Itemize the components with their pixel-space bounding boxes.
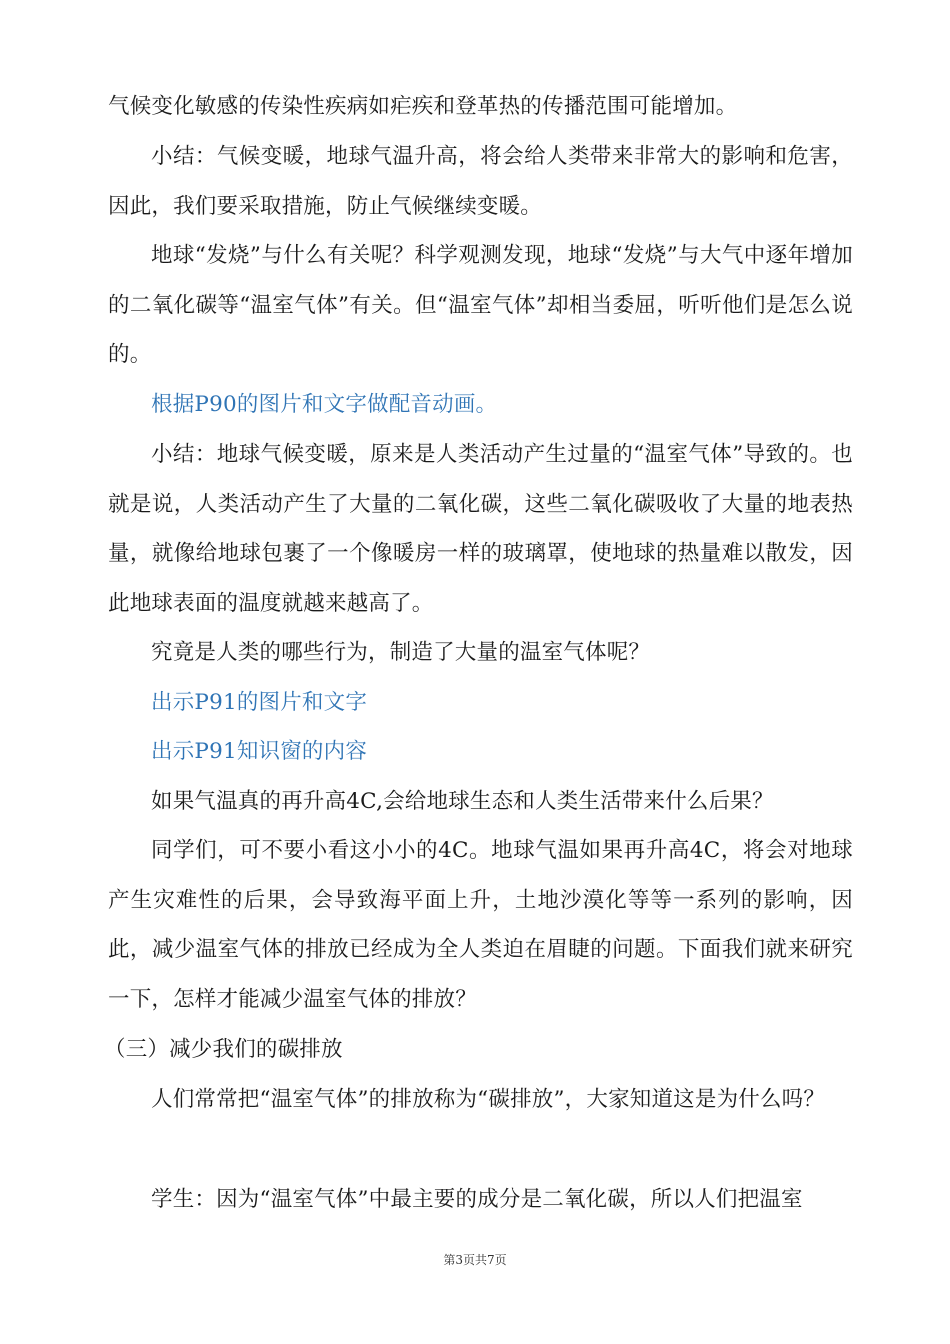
paragraph-summary-warming: 小结：气候变暖，地球气温升高，将会给人类带来非常大的影响和危害，因此，我们要采取措施，防止气候继续变暖。 [108, 144, 853, 219]
page-number-footer: 第3页共7页 [443, 1253, 507, 1267]
paragraph-summary-greenhouse: 小结：地球气候变暖，原来是人类活动产生过量的“温室气体”导致的。也就是说，人类活动产生了大量的二氧化碳，这些二氧化碳吸收了大量的地表热量，就像给地球包裹了一个像暖房一样的玻璃罩，使地球的热量难以散发，因此地球表面的温度就越来越高了。 [108, 442, 853, 616]
paragraph-disease-spread: 气候变化敏感的传染性疾病如疟疾和登革热的传播范围可能增加。 [108, 94, 738, 119]
paragraph-instruction-p90: 根据P90的图片和文字做配音动画。 [151, 392, 498, 417]
paragraph-earth-fever: 地球“发烧”与什么有关呢？科学观测发现，地球“发烧”与大气中逐年增加的二氧化碳等“温室气体”有关。但“温室气体”却相当委屈，听听他们是怎么说的。 [108, 243, 853, 367]
paragraph-instruction-p91-knowledge: 出示P91知识窗的内容 [151, 739, 368, 764]
paragraph-question-4c: 如果气温真的再升高4C,会给地球生态和人类生活带来什么后果？ [151, 789, 774, 814]
paragraph-consequences: 同学们，可不要小看这小小的4C。地球气温如果再升高4C，将会对地球产生灾难性的后果，会导致海平面上升，土地沙漠化等等一系列的影响，因此，减少温室气体的排放已经成为全人类迫在眉睫的问题。下面我们就来研究一下，怎样才能减少温室气体的排放？ [108, 838, 853, 1012]
paragraph-question-behaviors: 究竟是人类的哪些行为，制造了大量的温室气体呢？ [151, 640, 651, 665]
paragraph-instruction-p91-pictures: 出示P91的图片和文字 [151, 690, 368, 715]
section-heading-reduce-carbon: （三）减少我们的碳排放 [104, 1037, 343, 1062]
paragraph-carbon-emission-question: 人们常常把“温室气体”的排放称为“碳排放”，大家知道这是为什么吗？ [151, 1087, 826, 1112]
paragraph-student-answer: 学生：因为“温室气体”中最主要的成分是二氧化碳，所以人们把温室 [151, 1187, 803, 1212]
